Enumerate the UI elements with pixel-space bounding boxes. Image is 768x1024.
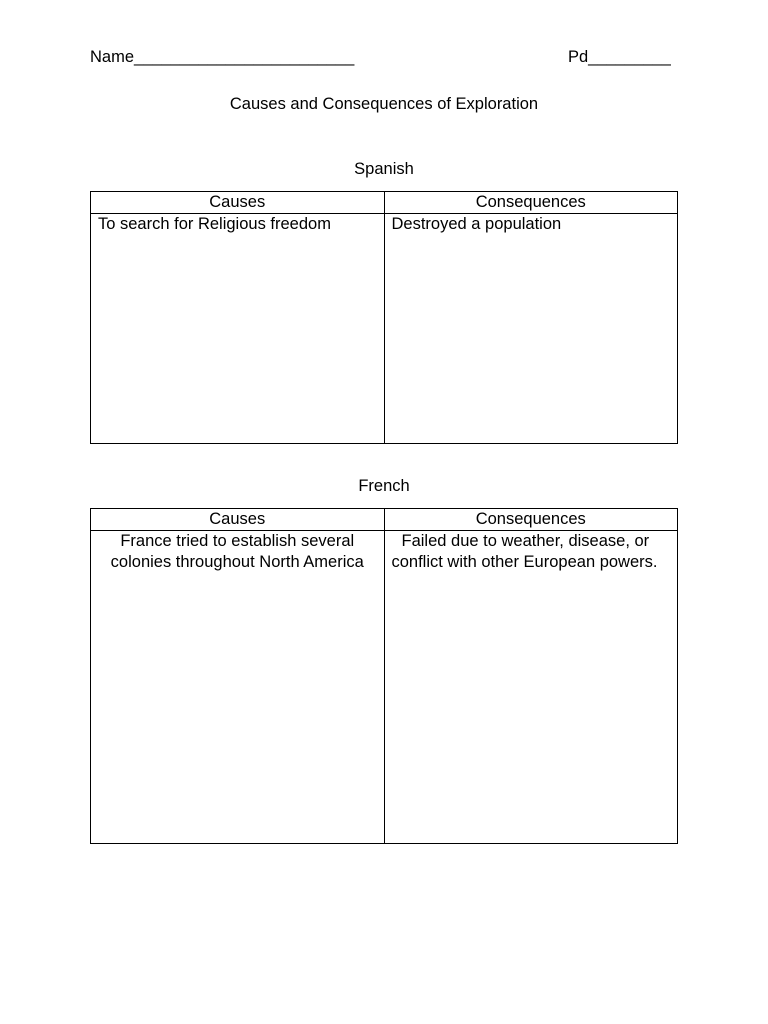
spanish-table — [90, 191, 678, 444]
spanish-causes-cell: To search for Religious freedom — [91, 214, 385, 444]
table-row — [91, 214, 678, 444]
underline-mark — [92, 512, 97, 531]
page-title: Causes and Consequences of Exploration — [229, 95, 539, 113]
consequences-column-header: Consequences — [384, 192, 678, 214]
consequences-column-header: Consequences — [384, 509, 678, 531]
name-field-label: Name________________________ — [90, 48, 355, 66]
period-field-label: Pd_________ — [568, 48, 671, 66]
underline-mark — [666, 512, 675, 531]
causes-column-header: Causes — [91, 192, 385, 214]
causes-column-header: Causes — [91, 509, 385, 531]
spanish-section-heading: Spanish — [354, 160, 414, 178]
french-table — [90, 508, 678, 844]
underline-mark — [357, 512, 390, 531]
table-header-row — [91, 192, 678, 214]
french-consequences-cell: Failed due to weather, disease, or conflict with other European powers. — [384, 531, 678, 844]
spanish-consequences-cell: Destroyed a population — [384, 214, 678, 444]
french-section-heading: French — [358, 477, 410, 495]
french-causes-cell: France tried to establish several colonies throughout North America — [91, 531, 385, 844]
table-row — [91, 531, 678, 844]
